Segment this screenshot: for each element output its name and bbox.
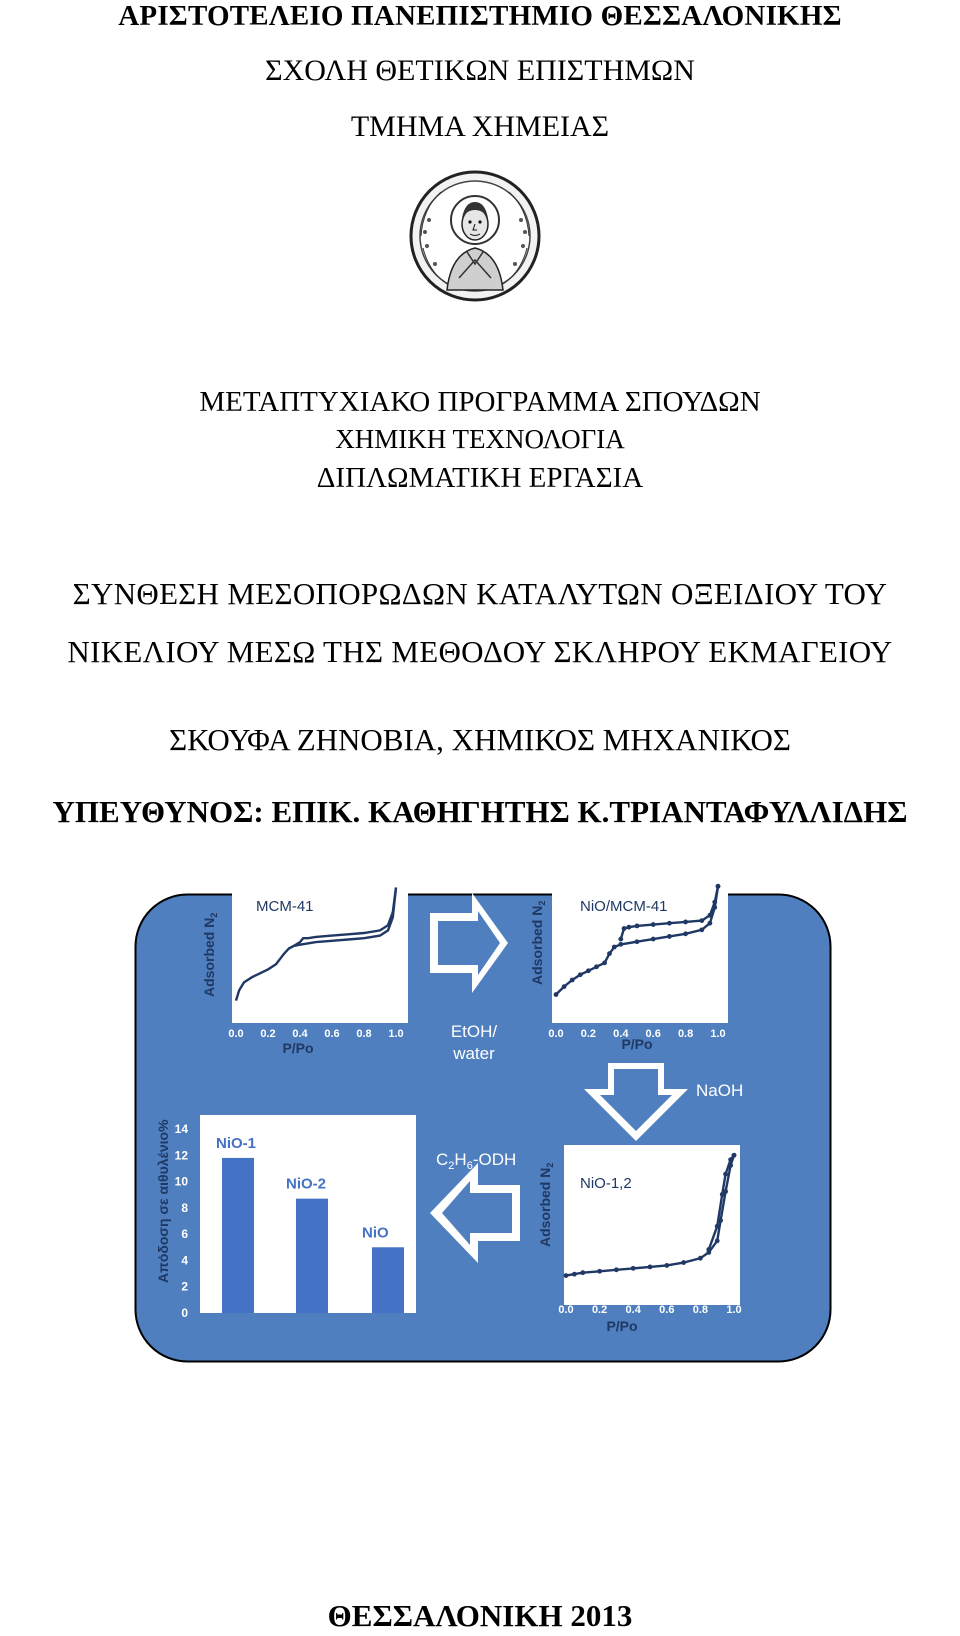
x-axis-label-nio-mcm41: P/Po: [621, 1036, 653, 1052]
plot-area-nio-1-2: [564, 1145, 740, 1305]
supervisor-line: ΥΠΕΥΘΥΝΟΣ: ΕΠΙΚ. ΚΑΘΗΓΗΤΗΣ Κ.ΤΡΙΑΝΤΑΦΥΛΛΙΔΗΣ: [52, 794, 908, 829]
data-point: [648, 1265, 653, 1270]
data-point: [614, 1267, 619, 1272]
data-point: [564, 1273, 569, 1278]
data-point: [586, 968, 591, 973]
x-tick-label: 1.0: [710, 1028, 726, 1040]
data-point: [708, 913, 713, 918]
step-label-water: water: [453, 1044, 495, 1063]
data-point: [618, 937, 623, 942]
y-tick-label: 14: [174, 1122, 188, 1136]
x-tick-label: 0.6: [659, 1304, 675, 1316]
bar: [222, 1158, 254, 1313]
x-tick-label: 0.8: [356, 1028, 372, 1040]
data-point: [572, 1272, 577, 1277]
x-tick-label: 0.2: [580, 1028, 597, 1040]
bar-label: NiO-2: [286, 1175, 327, 1193]
data-point: [720, 1192, 725, 1197]
step-label-naoh: NaOH: [696, 1081, 744, 1100]
y-tick-label: 2: [181, 1279, 188, 1294]
department-name: ΤΜΗΜΑ ΧΗΜΕΙΑΣ: [350, 110, 610, 143]
x-tick-label: 0.8: [677, 1028, 694, 1040]
bar-label: NiO: [362, 1224, 389, 1242]
data-point: [712, 900, 717, 905]
y-axis-label-mcm41: Adsorbed $N_2$: [201, 912, 219, 997]
y-tick-label: 0: [181, 1306, 188, 1320]
panel-title-mcm41: MCM-41: [256, 898, 314, 915]
data-point: [594, 964, 599, 969]
plot-area-nio-mcm41: [552, 873, 728, 1023]
data-point: [562, 984, 567, 989]
university-name: ΑΡΙΣΤΟΤΕΛΕΙΟ ΠΑΝΕΠΙΣΤΗΜΙΟ ΘΕΣΣΑΛΟΝΙΚΗΣ: [118, 0, 842, 32]
data-point: [667, 934, 672, 939]
bar: [372, 1247, 404, 1313]
data-point: [618, 942, 623, 947]
school-name: ΣΧΟΛΗ ΘΕΤΙΚΩΝ ΕΠΙΣΤΗΜΩΝ: [265, 54, 695, 87]
data-point: [706, 1247, 711, 1252]
x-axis-label-mcm41: P/Po: [282, 1040, 314, 1056]
data-point: [602, 960, 607, 965]
data-point: [622, 926, 627, 931]
y-tick-label: 10: [174, 1174, 188, 1189]
program-name: ΧΗΜΙΚΗ ΤΕΧΝΟΛΟΓΙΑ: [335, 424, 625, 454]
x-tick-label: 0.6: [324, 1028, 340, 1040]
y-tick-label: 4: [181, 1253, 188, 1268]
data-point: [732, 1153, 737, 1158]
step-label-c2h6-odh: $C_2H_6$-ODH: [436, 1150, 517, 1172]
author-line: ΣΚΟΥΦΑ ΖΗΝΟΒΙΑ, ΧΗΜΙΚΟΣ ΜΗΧΑΝΙΚΟΣ: [169, 722, 791, 757]
plot-area-mcm41: [232, 873, 408, 1023]
panel-title-nio-mcm41: NiO/MCM-41: [580, 898, 668, 915]
x-tick-label: 1.0: [726, 1304, 742, 1316]
data-point: [716, 884, 721, 889]
data-point: [723, 1172, 728, 1177]
document-type: ΔΙΠΛΩΜΑΤΙΚΗ ΕΡΓΑΣΙΑ: [316, 462, 644, 494]
data-point: [635, 939, 640, 944]
data-point: [627, 925, 632, 930]
data-point: [715, 1224, 720, 1229]
bar-y-axis-label: Απόδοση σε αιθυλένιο%: [155, 1119, 171, 1283]
data-point: [683, 920, 688, 925]
y-tick-label: 6: [181, 1227, 188, 1242]
step-label-etoh: EtOH/: [450, 1022, 498, 1041]
data-point: [597, 1269, 602, 1274]
data-point: [683, 931, 688, 936]
bar: [296, 1199, 328, 1313]
data-point: [699, 927, 704, 932]
data-point: [631, 1266, 636, 1271]
data-point: [580, 1270, 585, 1275]
x-axis-label-nio-1-2: P/Po: [606, 1318, 638, 1334]
data-point: [570, 978, 575, 983]
data-point: [664, 1263, 669, 1268]
x-tick-label: 0.4: [613, 1028, 629, 1040]
graphical-abstract: [134, 877, 832, 1363]
panel-title-nio-1-2: NiO-1,2: [580, 1175, 632, 1192]
place-and-year: ΘΕΣΣΑΛΟΝΙΚΗ 2013: [327, 1598, 633, 1633]
data-point: [612, 945, 617, 950]
x-tick-label: 0.2: [260, 1028, 276, 1040]
x-tick-label: 0.4: [292, 1028, 308, 1040]
data-point: [715, 1238, 720, 1243]
step-label-ni-nitrate: Ni-nitrate: [441, 877, 511, 896]
data-point: [554, 992, 559, 997]
x-tick-label: 0.8: [692, 1304, 709, 1316]
y-axis-label-nio-mcm41: Adsorbed $N_2$: [529, 900, 547, 985]
program-title: ΜΕΤΑΠΤΥΧΙΑΚΟ ΠΡΟΓΡΑΜΜΑ ΣΠΟΥΔΩΝ: [199, 386, 761, 418]
data-point: [698, 1256, 703, 1261]
data-point: [681, 1260, 686, 1265]
bar-label: NiO-1: [216, 1134, 257, 1152]
y-tick-label: 12: [174, 1148, 188, 1163]
thesis-title-line-2: ΝΙΚΕΛΙΟΥ ΜΕΣΩ ΤΗΣ ΜΕΘΟΔΟΥ ΣΚΛΗΡΟΥ ΕΚΜΑΓΕΙΟΥ: [67, 634, 893, 669]
x-tick-label: 0.0: [558, 1304, 574, 1316]
y-axis-label-nio-1-2: Adsorbed $N_2$: [537, 1162, 555, 1247]
university-seal-icon: [407, 168, 543, 304]
x-tick-label: 0.2: [591, 1304, 608, 1316]
data-point: [635, 923, 640, 928]
x-tick-label: 0.6: [645, 1028, 661, 1040]
x-tick-label: 0.4: [625, 1304, 641, 1316]
data-point: [651, 922, 656, 927]
thesis-title-line-1: ΣΥΝΘΕΣΗ ΜΕΣΟΠΟΡΩΔΩΝ ΚΑΤΑΛΥΤΩΝ ΟΞΕΙΔΙΟΥ ΤΟΥ: [72, 576, 888, 611]
y-tick-label: 8: [181, 1200, 188, 1215]
x-tick-label: 0.0: [548, 1028, 564, 1040]
data-point: [651, 937, 656, 942]
data-point: [728, 1157, 733, 1162]
x-tick-label: 1.0: [388, 1028, 404, 1040]
data-point: [708, 921, 713, 926]
data-point: [578, 972, 583, 977]
x-tick-label: 0.0: [228, 1028, 244, 1040]
data-point: [607, 951, 612, 956]
data-point: [699, 918, 704, 923]
data-point: [667, 921, 672, 926]
